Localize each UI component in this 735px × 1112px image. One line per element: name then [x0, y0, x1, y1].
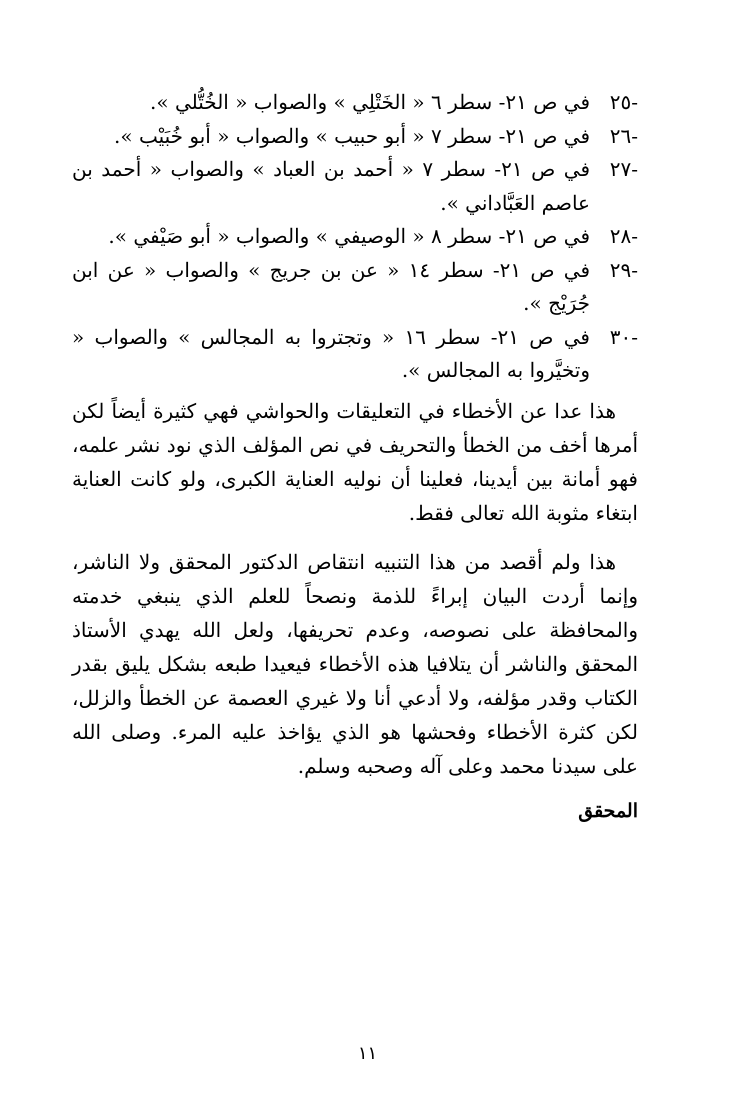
correction-number: -٣٠ — [609, 324, 638, 349]
page-content — [72, 86, 638, 828]
correction-number: -٢٨ — [609, 224, 638, 248]
correction-text: في ص ٢١- سطر ٦ « الخَتْلِي » والصواب « الخُتُّلي ». — [150, 90, 590, 114]
correction-number: -٢٦ — [609, 123, 638, 148]
signature: المحقق — [578, 799, 638, 822]
correction-number: -٢٩ — [609, 257, 638, 282]
correction-item — [72, 321, 638, 388]
correction-text: في ص ٢١- سطر ٧ « أبو حبيب » والصواب « أبو خُبَيْب ». — [114, 123, 590, 148]
body-paragraph: هذا عدا عن الأخطاء في التعليقات والحواشي فهي كثيرة أيضاً لكن أمرها أخف من الخطأ والتحريف في نص المؤلف الذي نود نشر علمه، فهو أمانة بين أيدينا، فعلينا أن نوليه العناية الكبرى، ولو كانت العناية ابتغاء مثوبة الله تعالى فقط. — [72, 398, 638, 525]
correction-text: في ص ٢١- سطر ٨ « الوصيفي » والصواب « أبو صَيْفي ». — [108, 224, 590, 248]
correction-item — [72, 86, 638, 120]
corrections-list — [72, 86, 638, 388]
body-paragraph: هذا ولم أقصد من هذا التنبيه انتقاص الدكتور المحقق ولا الناشر، وإنما أردت البيان إبراءً للذمة ونصحاً للعلم الذي ينبغي خدمته والمحافظة على نصوصه، وعدم تحريفها، ولعل الله يهدي الأستاذ المحقق والناشر أن يتلافيا هذه الأخطاء فيعيدا طبعه بشكل يليق بقدر الكتاب وقدر مؤلفه، ولا أدعي أنا ولا غيري العصمة عن الخطأ والزلل، لكن كثرة الأخطاء وفحشها هو الذي يؤاخذ عليه المرء. وصلى الله على سيدنا محمد وعلى آله وصحبه وسلم. — [72, 549, 638, 778]
correction-number: -٢٧ — [609, 157, 638, 181]
correction-text: في ص ٢١- سطر ١٤ « عن بن جريج » والصواب « عن ابن جُرَيْج ». — [72, 257, 591, 315]
page-number: ١١ — [357, 1043, 378, 1064]
correction-text: في ص ٢١- سطر ١٦ « وتجتروا به المجالس » والصواب « وتخيَّروا به المجالس ». — [72, 324, 590, 382]
correction-item — [72, 220, 638, 254]
correction-item — [72, 254, 638, 321]
correction-item — [72, 153, 638, 220]
correction-number: -٢٥ — [609, 90, 638, 114]
correction-item — [72, 120, 638, 154]
correction-text: في ص ٢١- سطر ٧ « أحمد بن العباد » والصواب « أحمد بن عاصم العَبَّاداني ». — [72, 157, 591, 215]
